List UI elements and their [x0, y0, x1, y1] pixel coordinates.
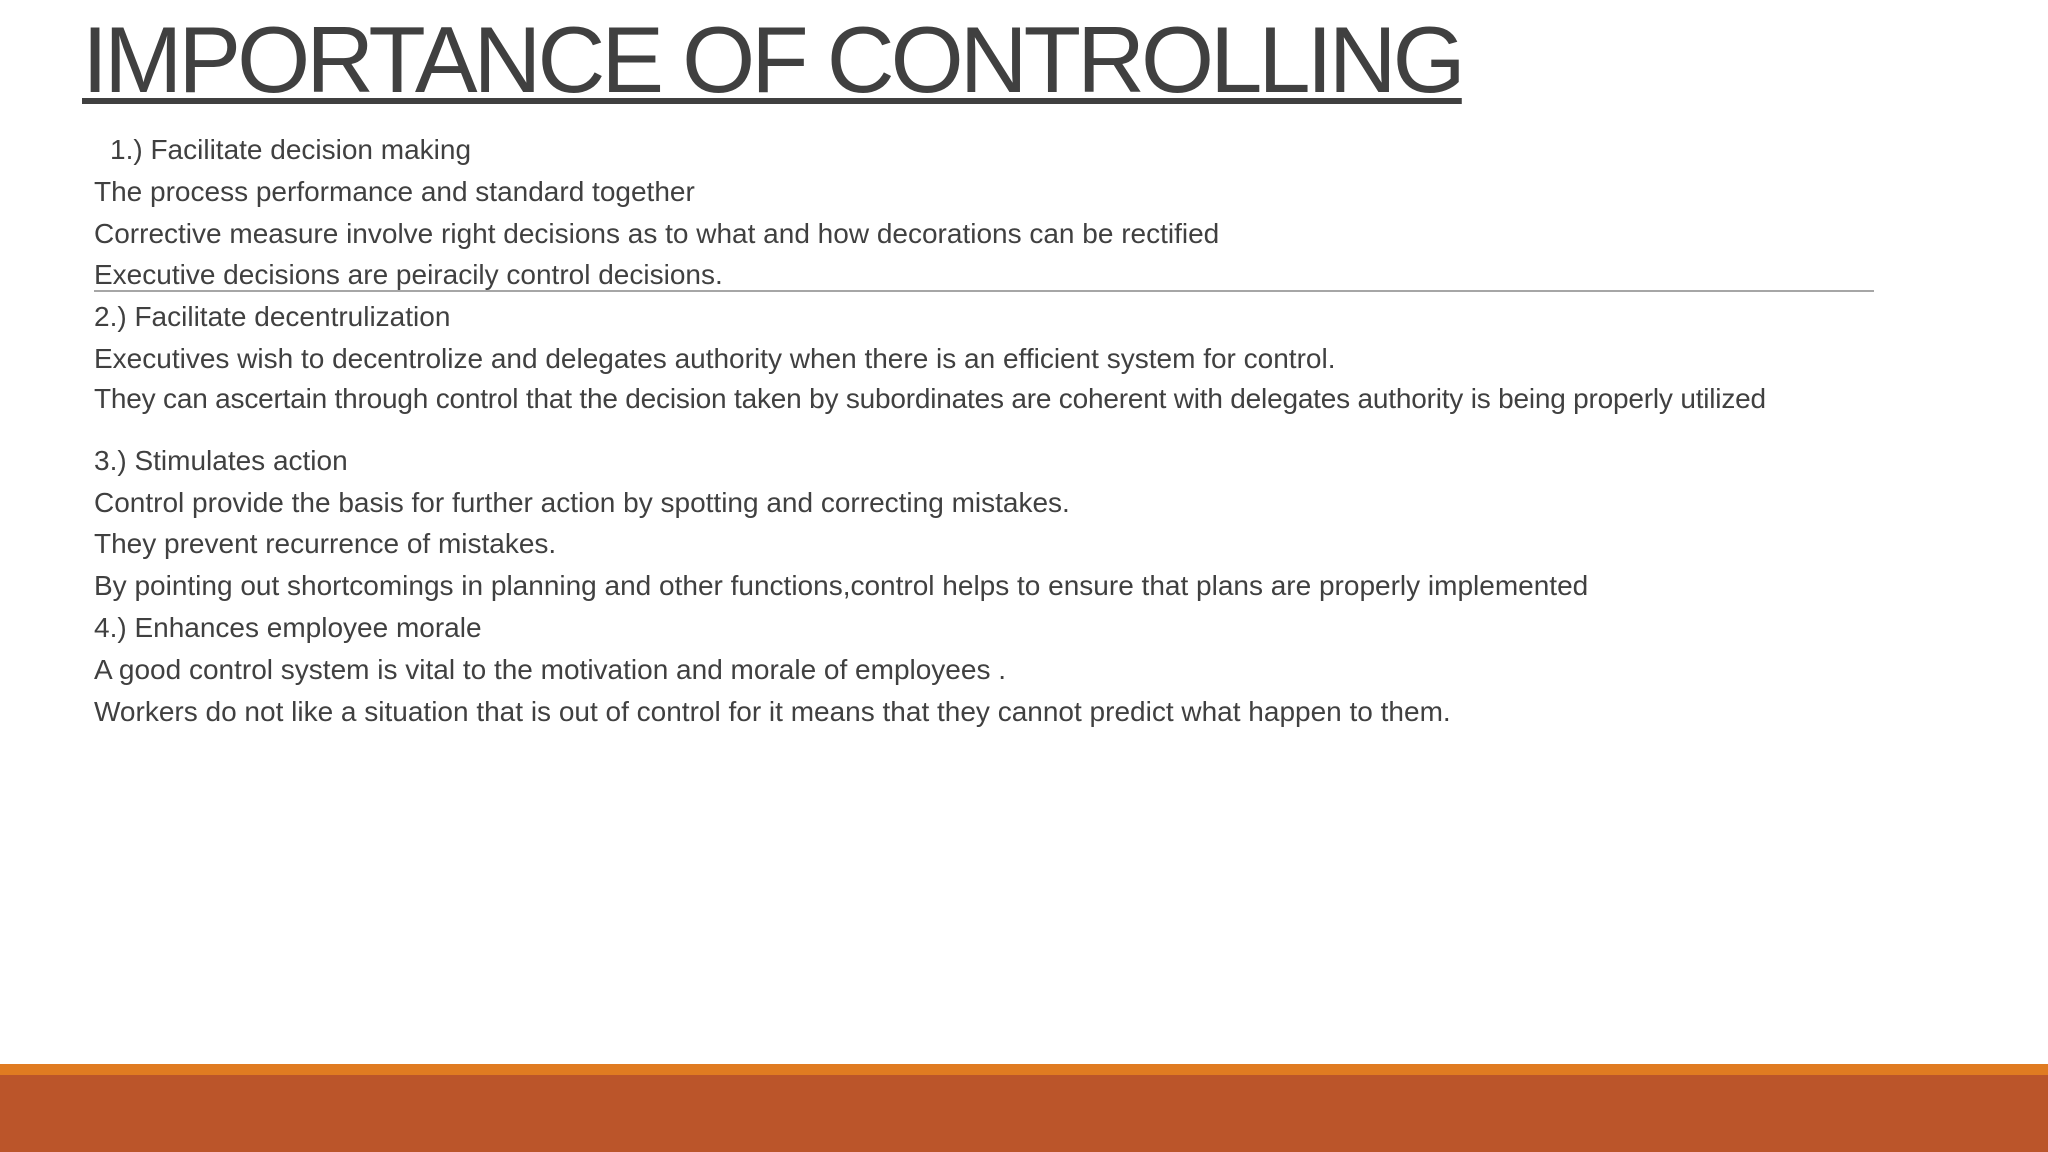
body-line: They prevent recurrence of mistakes. [94, 528, 557, 560]
body-line: They can ascertain through control that the decision taken by subordinates are coherent with delegates authority is being properly utilized [94, 382, 1766, 414]
body-line: Executives wish to decentrolize and delegates authority when there is an efficient system for control. [94, 342, 1336, 374]
body-line: Executive decisions are peiracily control decisions. [94, 259, 723, 291]
body-line: By pointing out shortcomings in planning and other functions,control helps to ensure that plans are properly implemented [94, 570, 1589, 602]
footer-accent-bar [0, 1064, 2048, 1075]
point-heading: 1.) Facilitate decision making [110, 134, 472, 165]
point-heading: 3.) Stimulates action [94, 444, 348, 476]
body-line: Control provide the basis for further action by spotting and correcting mistakes. [94, 486, 1070, 518]
body-line: Corrective measure involve right decisions as to what and how decorations can be rectified [94, 217, 1220, 249]
footer-band [0, 1075, 2048, 1152]
point-heading: 4.) Enhances employee morale [94, 611, 482, 643]
body-line: The process performance and standard together [94, 175, 695, 207]
body-line: Workers do not like a situation that is out of control for it means that they cannot predict what happen to them. [94, 695, 1451, 727]
point-heading: 2.) Facilitate decentrulization [94, 301, 451, 333]
slide-body [94, 132, 1834, 735]
slide-title: IMPORTANCE OF CONTROLLING [82, 7, 1462, 112]
body-line: A good control system is vital to the motivation and morale of employees . [94, 653, 1007, 685]
